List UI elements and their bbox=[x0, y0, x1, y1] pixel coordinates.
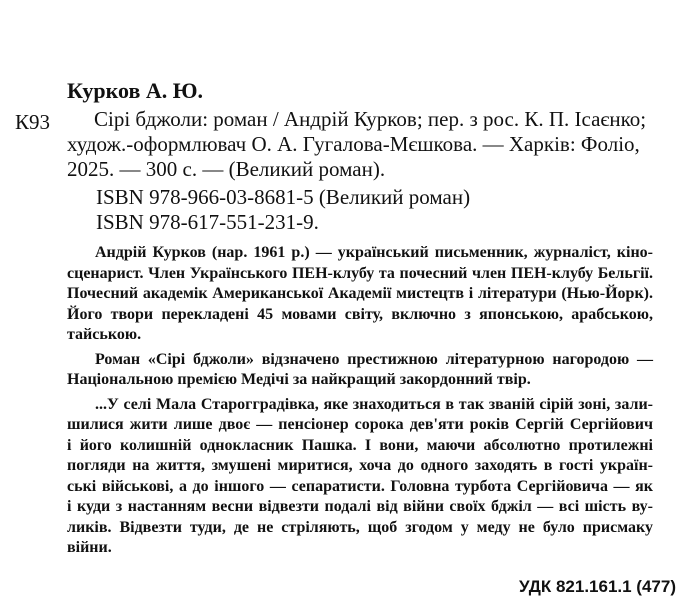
annotation-line: Андрій Курков (нар. 1961 р.) — український письменник, журналіст, кіно- bbox=[95, 244, 653, 261]
annotation bbox=[67, 243, 653, 559]
isbn-secondary: ISBN 978-617-551-231-9. bbox=[96, 210, 319, 234]
annotation-line: і куди з настанням весни відвезти подалі від війни своїх бджіл — всі шість ву- bbox=[67, 498, 653, 515]
annotation-line: ликів. Відвезти туди, де не стріляють, щоб згодом у меду не було присмаку bbox=[67, 518, 653, 536]
annotation-line: ...У селі Мала Старогградівка, яке знаходиться в так званій сірій зоні, зали- bbox=[95, 395, 653, 413]
bib-line: худож.-оформлювач О. А. Гугалова-Мєшкова. — Харків: Фоліо, bbox=[67, 132, 640, 156]
annotation-line: війни. bbox=[67, 539, 112, 556]
bibliographic-description bbox=[67, 107, 667, 182]
annotation-line: Почесний академік Американської Академії мистецтв і літератури (Нью-Йорк). bbox=[67, 285, 653, 302]
annotation-line: ські військові, а до іншого — сепаратисти. Головна турбота Сергійовича — як bbox=[67, 477, 653, 495]
annotation-line: Його твори перекладені 45 мовами світу, включно з японською, арабською, bbox=[67, 305, 653, 323]
annotation-line: сценарист. Член Українського ПЕН-клубу та почесний член ПЕН-клубу Бельгії. bbox=[67, 264, 653, 282]
bib-line: 2025. — 300 с. — (Великий роман). bbox=[67, 157, 386, 181]
annotation-line: Національною премією Медічі за найкращий закордонний твір. bbox=[67, 371, 531, 388]
udc-code: УДК 821.161.1 (477) bbox=[519, 577, 676, 596]
annotation-line: шилися жити лише двоє — пенсіонер сорока дев'яти років Сергій Сергійович bbox=[67, 416, 653, 433]
isbn-primary: ISBN 978-966-03-8681-5 (Великий роман) bbox=[96, 185, 471, 209]
classification-code: К93 bbox=[15, 110, 51, 134]
annotation-line: погляди на життя, змушені миритися, хоча до одного заходять в гості україн- bbox=[67, 457, 653, 474]
bib-line: Сірі бджоли: роман / Андрій Курков; пер. з рос. К. П. Ісаєнко; bbox=[94, 107, 647, 131]
annotation-line: тайською. bbox=[67, 326, 142, 343]
annotation-line: і його колишній однокласник Пашка. І вони, маючи абсолютно протилежні bbox=[67, 436, 653, 454]
author-heading: Курков А. Ю. bbox=[67, 78, 204, 103]
annotation-line: Роман «Сірі бджоли» відзначено престижною літературною нагородою — bbox=[95, 350, 653, 368]
